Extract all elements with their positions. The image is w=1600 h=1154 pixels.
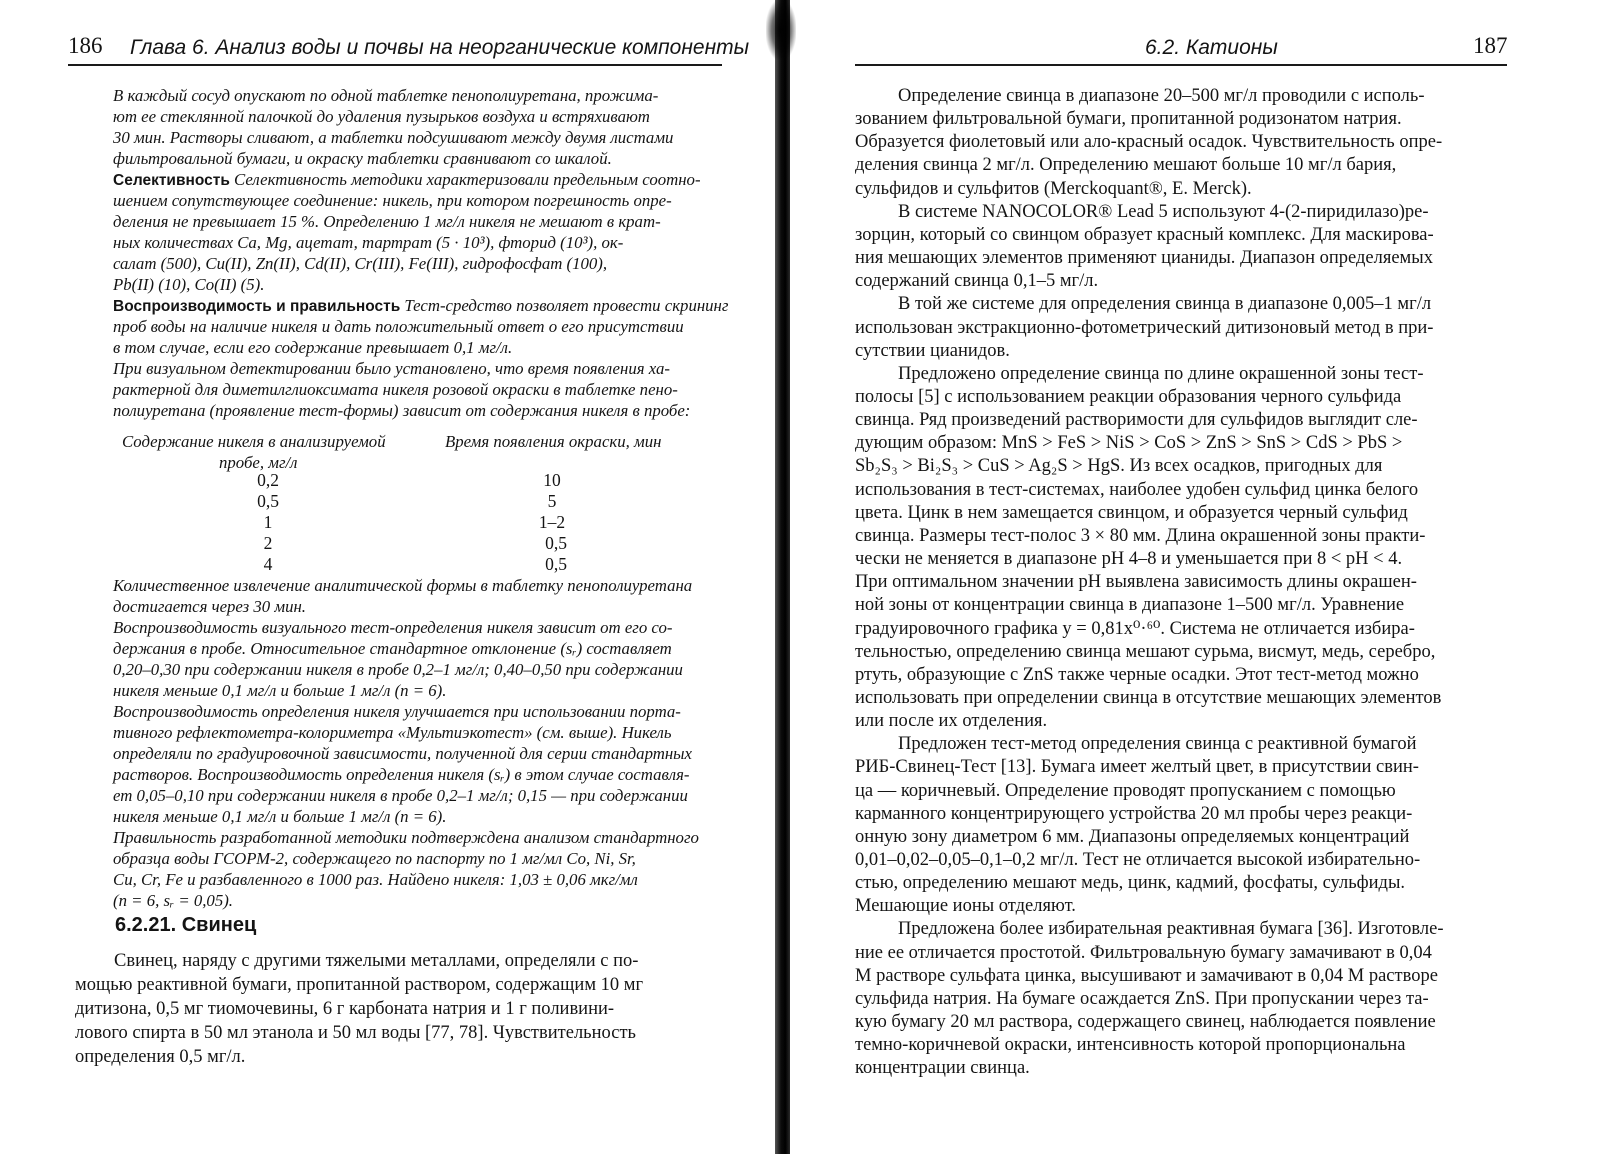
text-line: держания в пробе. Относительное стандартное отклонение (sᵣ) составляет — [113, 639, 672, 658]
text-line: использовать при определении свинца в отсутствие мешающих элементов — [855, 687, 1442, 708]
text-line: свинца. Ряд произведений растворимости для сульфидов выглядит сле- — [855, 410, 1418, 431]
text-line: сутствии цианидов. — [855, 340, 1010, 361]
text-line: сульфидов и сульфитов (Merckoquant®, E. Merck). — [855, 178, 1252, 199]
text-line: Предложено определение свинца по длине окрашенной зоны тест- — [898, 363, 1424, 384]
text-line: ние ее отличается простотой. Фильтровальную бумагу замачивают в 0,04 — [855, 942, 1432, 963]
text-line: ца — коричневый. Определение проводят пропусканием с помощью — [855, 780, 1396, 801]
text-line: Воспроизводимость определения никеля улучшается при использовании порта- — [113, 702, 681, 721]
selectivity-run-in: Селективность — [113, 172, 230, 189]
table-cell-concentration: 4 — [263, 554, 273, 574]
text-line: дующим образом: MnS > FeS > NiS > CoS > ZnS > SnS > CdS > PbS > — [855, 433, 1403, 454]
text-line: градуировочного графика y = 0,81x⁰·⁶⁰. Система не отличается избира- — [855, 619, 1415, 640]
text-line: 30 мин. Растворы сливают, а таблетки подсушивают между двумя листами — [113, 128, 674, 147]
text-line: использования в тест-системах, наиболее удобен сульфид цинка белого — [855, 479, 1419, 500]
text-line: образца воды ГСОРМ-2, содержащего по паспорту по 1 мг/мл Co, Ni, Sr, — [113, 849, 636, 868]
text-line: свинца. Размеры тест-полос 3 × 80 мм. Длина окрашенной зоны практи- — [855, 525, 1426, 546]
table-header-time: Время появления окраски, мин — [445, 432, 662, 451]
text-line: никеля меньше 0,1 мг/л и больше 1 мг/л (n = 6). — [113, 681, 447, 700]
text-fragment: Селективность методики характеризовали предельным соотно- — [229, 170, 701, 189]
text-line: стью, определению мешают медь, цинк, кадмий, фосфаты, сульфиды. — [855, 873, 1405, 894]
text-line: деления свинца 2 мг/л. Определению мешают больше 10 мг/л бария, — [855, 155, 1397, 176]
table-cell-time: 0,5 — [545, 533, 567, 553]
text-line: достигается через 30 мин. — [113, 597, 306, 616]
text-line: дитизона, 0,5 мг тиомочевины, 6 г карбоната натрия и 1 г поливини- — [75, 999, 615, 1019]
text-line: Предложен тест-метод определения свинца с реактивной бумагой — [898, 734, 1417, 755]
text-line: В системе NANOCOLOR® Lead 5 используют 4-(2-пиридилазо)ре- — [898, 201, 1429, 222]
text-line: 0,01–0,02–0,05–0,1–0,2 мг/л. Тест не отличается высокой избирательно- — [855, 849, 1421, 870]
text-line: Количественное извлечение аналитической формы в таблетку пенополиуретана — [113, 576, 693, 595]
right-header-rule — [855, 64, 1507, 66]
text-line: зорцин, который со свинцом образует красный комплекс. Для маскирова- — [855, 224, 1434, 245]
text-line: концентрации свинца. — [855, 1058, 1030, 1079]
text-line: деления не превышает 15 %. Определению 1 мг/л никеля не мешают в крат- — [113, 212, 661, 231]
text-line: фильтровальной бумаги, и окраску таблетки сравнивают со шкалой. — [113, 149, 612, 168]
text-line: полиуретана (проявление тест-формы) зависит от содержания никеля в пробе: — [113, 401, 691, 420]
text-line: растворов. Воспроизводимость определения никеля (sᵣ) в этом случае составля- — [113, 765, 690, 784]
text-line: Определение свинца в диапазоне 20–500 мг/л проводили с исполь- — [898, 86, 1425, 106]
text-line: проб воды на наличие никеля и дать положительный ответ о его присутствии — [113, 317, 684, 336]
text-line: карманного концентрирующего устройства 20 мл пробы через реакци- — [855, 803, 1413, 824]
text-fragment: Тест-средство позволяет провести скрининг — [400, 296, 729, 315]
text-line: В каждый сосуд опускают по одной таблетке пенополиуретана, прожима- — [113, 86, 659, 105]
text-line: Pb(II) (10), Co(II) (5). — [113, 275, 265, 294]
section-heading-lead: 6.2.21. Свинец — [115, 914, 257, 936]
table-cell-time: 5 — [547, 491, 557, 511]
text-line: кую бумагу 20 мл раствора, содержащего свинец, наблюдается появление — [855, 1012, 1436, 1032]
text-line: Предложена более избирательная реактивная бумага [36]. Изготовле- — [898, 919, 1444, 940]
text-line: тельностью, определению свинца мешают сурьма, висмут, медь, серебро, — [855, 641, 1436, 662]
right-page — [790, 0, 1600, 1154]
text-line: ртуть, образующие с ZnS также черные осадки. Этот тест-метод можно — [855, 664, 1419, 685]
text-line: При оптимальном значении pH выявлена зависимость длины окрашен- — [855, 572, 1417, 593]
text-line: Образуется фиолетовый или ало-красный осадок. Чувствительность опре- — [855, 132, 1443, 153]
reproducibility-run-in: Воспроизводимость и правильность — [113, 298, 401, 315]
right-page-number: 187 — [1473, 33, 1508, 58]
text-line: содержаний свинца 0,1–5 мг/л. — [855, 271, 1099, 292]
text-line: ет 0,05–0,10 при содержании никеля в пробе 0,2–1 мг/л; 0,15 — при содержании — [113, 786, 688, 805]
book-spine-shadow — [775, 0, 790, 1154]
text-line: шением сопутствующее соединение: никель, при котором погрешность опре- — [113, 191, 672, 210]
text-line: M растворе сульфата цинка, высушивают и замачивают в 0,04 M растворе — [855, 965, 1438, 986]
text-line: лового спирта в 50 мл этанола и 50 мл воды [77, 78]. Чувствительность — [75, 1023, 636, 1043]
text-line: Мешающие ионы отделяют. — [855, 896, 1076, 917]
text-line: зованием фильтровальной бумаги, пропитанной родизонатом натрия. — [855, 109, 1402, 130]
table-header-concentration: Содержание никеля в анализируемой — [122, 432, 386, 451]
table-cell-time: 10 — [543, 470, 561, 490]
text-line: тивного рефлектометра-колориметра «Мультиэкотест» (см. выше). Никель — [113, 723, 672, 742]
text-line: онную зону диаметром 6 мм. Диапазоны определяемых концентраций — [855, 826, 1410, 847]
text-line — [113, 296, 728, 316]
text-line: определяли по градуировочной зависимости, полученной для серии стандартных — [113, 744, 692, 763]
table-cell-time: 1–2 — [538, 512, 566, 532]
text-line: ния мешающих элементов применяют цианиды. Диапазон определяемых — [855, 248, 1433, 269]
text-line: никеля меньше 0,1 мг/л и больше 1 мг/л (n = 6). — [113, 807, 447, 826]
text-line: сульфида натрия. На бумаге осаждается ZnS. При пропускании через та- — [855, 988, 1429, 1009]
table-cell-concentration: 1 — [263, 512, 273, 532]
text-line: определения 0,5 мг/л. — [75, 1047, 246, 1067]
table-cell-concentration: 0,5 — [257, 491, 279, 511]
left-running-head: Глава 6. Анализ воды и почвы на неорганические компоненты — [130, 36, 750, 59]
text-line: мощью реактивной бумаги, пропитанной раствором, содержащим 10 мг — [75, 975, 644, 995]
text-line: или после их отделения. — [855, 711, 1048, 732]
left-page — [0, 0, 775, 1154]
text-line: ной зоны от концентрации свинца в диапазоне 1–500 мг/л. Уравнение — [855, 595, 1405, 616]
text-line: Правильность разработанной методики подтверждена анализом стандартного — [113, 828, 699, 847]
table-header-concentration-unit: пробе, мг/л — [219, 453, 298, 472]
left-header-rule — [68, 64, 722, 66]
text-line: При визуальном детектировании было установлено, что время появления ха- — [113, 359, 670, 378]
table-cell-concentration: 0,2 — [257, 470, 279, 490]
text-line: темно-коричневой окраски, интенсивность которой пропорциональна — [855, 1035, 1406, 1056]
text-line — [113, 170, 701, 190]
text-line: Свинец, наряду с другими тяжелыми металлами, определяли с по- — [114, 951, 639, 971]
left-page-number: 186 — [68, 33, 103, 58]
text-line: в том случае, если его содержание превышает 0,1 мг/л. — [113, 338, 513, 357]
text-line: цвета. Цинк в нем замещается свинцом, и образуется черный сульфид — [855, 502, 1408, 523]
text-line: чески не меняется в диапазоне pH 4–8 и уменьшается при 8 < pH < 4. — [855, 549, 1403, 569]
text-line: использован экстракционно-фотометрический дитизоновый метод в при- — [855, 317, 1434, 338]
text-line: РИБ-Свинец-Тест [13]. Бумага имеет желтый цвет, в присутствии свин- — [855, 757, 1419, 778]
text-line: ют ее стеклянной палочкой до удаления пузырьков воздуха и встряхивают — [113, 107, 650, 126]
text-line: Воспроизводимость визуального тест-определения никеля зависит от его со- — [113, 618, 673, 637]
table-cell-concentration: 2 — [263, 533, 273, 553]
table-cell-time: 0,5 — [545, 554, 567, 574]
right-running-head: 6.2. Катионы — [1145, 36, 1278, 59]
text-line: (n = 6, sᵣ = 0,05). — [113, 891, 234, 910]
text-line: полосы [5] с использованием реакции образования черного сульфида — [855, 386, 1402, 407]
text-line: Cu, Cr, Fe и разбавленного в 1000 раз. Найдено никеля: 1,03 ± 0,06 мкг/мл — [113, 870, 638, 889]
text-line: салат (500), Cu(II), Zn(II), Cd(II), Cr(III), Fe(III), гидрофосфат (100), — [113, 254, 608, 273]
text-line: 0,20–0,30 при содержании никеля в пробе 0,2–1 мг/л; 0,40–0,50 при содержании — [113, 660, 683, 679]
text-line: рактерной для диметилглиоксимата никеля розовой окраски в таблетке пено- — [113, 380, 678, 399]
text-line: В той же системе для определения свинца в диапазоне 0,005–1 мг/л — [898, 294, 1432, 315]
text-line: ных количествах Ca, Mg, ацетат, тартрат (5 · 10³), фторид (10³), ок- — [113, 233, 624, 252]
text-line: Sb₂S₃ > Bi₂S₃ > CuS > Ag₂S > HgS. Из всех осадков, пригодных для — [855, 456, 1383, 477]
